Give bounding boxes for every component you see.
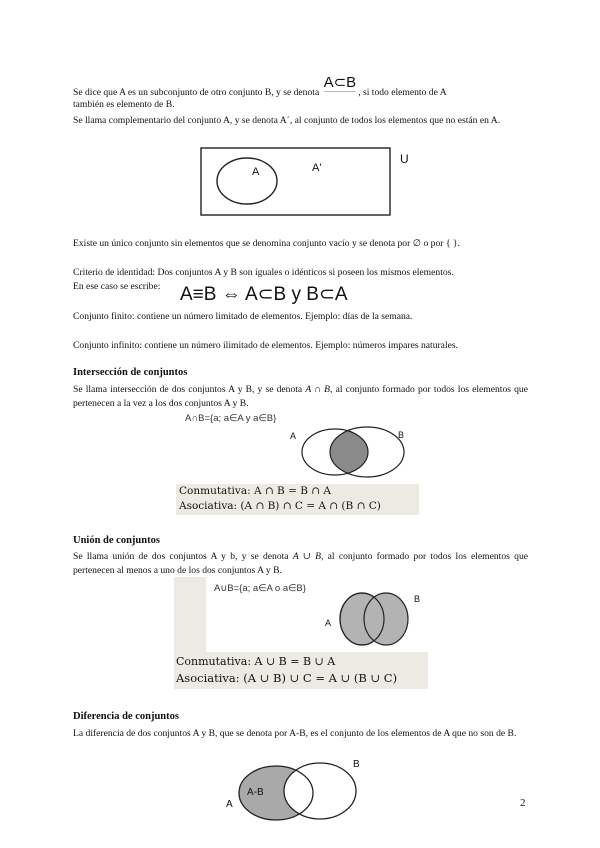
union-associative: Asociativa: (A ∪ B) ∪ C = A ∪ (B ∪ C): [176, 671, 398, 685]
difference-label-b: B: [353, 759, 360, 770]
intersection-paragraph: [73, 383, 528, 410]
complement-paragraph: Se llama complementario del conjunto A, y se denota A´, al conjunto de todos los elementos que no están en A.: [73, 115, 501, 126]
subset-text: Se dice que A es un subconjunto de otro conjunto B, y se denota: [73, 87, 320, 98]
identity-formula: A≡B ⇔ A⊂B y B⊂A: [180, 284, 348, 305]
union-text-part1: Se llama unión de dos conjuntos A y b, y se denota: [73, 551, 289, 562]
difference-heading: Diferencia de conjuntos: [73, 711, 179, 722]
difference-region-label: A-B: [247, 787, 264, 798]
intersection-label-a: A: [290, 431, 297, 441]
union-paragraph: [73, 550, 528, 577]
union-notation: A ∪ B: [292, 551, 321, 562]
intersection-text-part1: Se llama intersección de dos conjuntos A y B, y se denota: [73, 384, 303, 395]
set-a-circle: [217, 158, 277, 204]
subset-line2: también es elemento de B.: [73, 99, 175, 110]
universe-rect: [201, 148, 390, 215]
intersection-label-b: B: [398, 430, 405, 440]
infinite-paragraph: Conjunto infinito: contiene un número ilimitado de elementos. Ejemplo: números impares naturales.: [73, 340, 459, 351]
intersection-set-builder: A∩B={a; a∈A y a∈B}: [185, 413, 277, 424]
empty-set-paragraph: Existe un único conjunto sin elementos que se denomina conjunto vacío y se denota por ∅ o por { }.: [73, 238, 460, 249]
complement-set-label: A: [252, 166, 260, 178]
difference-diagram: [220, 757, 380, 821]
identity-line2: En ese caso se escribe:: [73, 281, 161, 292]
finite-paragraph: Conjunto finito: contiene un número limitado de elementos. Ejemplo: días de la semana.: [73, 311, 413, 322]
difference-paragraph: La diferencia de dos conjuntos A y B, que se denota por A-B, es el conjunto de los elementos de A que no son de B.: [73, 728, 517, 739]
union-commutative: Conmutativa: A ∪ B = B ∪ A: [176, 655, 336, 668]
intersection-text-part2: , al conjunto formado por todos los elementos que pertenecen a la vez a los dos conjuntos A y B.: [73, 384, 528, 409]
complement-venn: [200, 146, 420, 218]
union-text-part2: , al conjunto formado por todos los elementos que pertenecen al menos a uno de los dos conjuntos A y B.: [73, 551, 528, 576]
page-number: 2: [520, 797, 526, 809]
difference-label-a: A: [226, 799, 233, 810]
intersection-diagram: [280, 422, 420, 482]
intersection-associative: Asociativa: (A ∩ B) ∩ C = A ∩ (B ∩ C): [179, 500, 381, 512]
union-set-b: [364, 593, 408, 645]
union-heading: Unión de conjuntos: [73, 535, 160, 546]
union-diagram: [320, 588, 430, 650]
intersection-commutative: Conmutativa: A ∩ B = B ∩ A: [179, 485, 331, 497]
union-gray-bar: [174, 577, 206, 652]
subset-notation: A⊂B: [323, 74, 357, 91]
complement-diagram: [200, 146, 420, 218]
identity-line1: Criterio de identidad: Dos conjuntos A y B son iguales o idénticos si poseen los mismos elementos.: [73, 267, 454, 278]
complement-label: A': [312, 162, 322, 174]
universe-label: U: [400, 152, 409, 166]
union-set-builder: A∪B={a; a∈A o a∈B}: [214, 583, 306, 594]
union-label-a: A: [325, 618, 332, 628]
union-label-b: B: [414, 594, 421, 604]
intersection-heading: Intersección de conjuntos: [73, 367, 188, 378]
intersection-notation: A ∩ B: [305, 384, 331, 395]
subset-text-after: , si todo elemento de A: [358, 87, 447, 98]
